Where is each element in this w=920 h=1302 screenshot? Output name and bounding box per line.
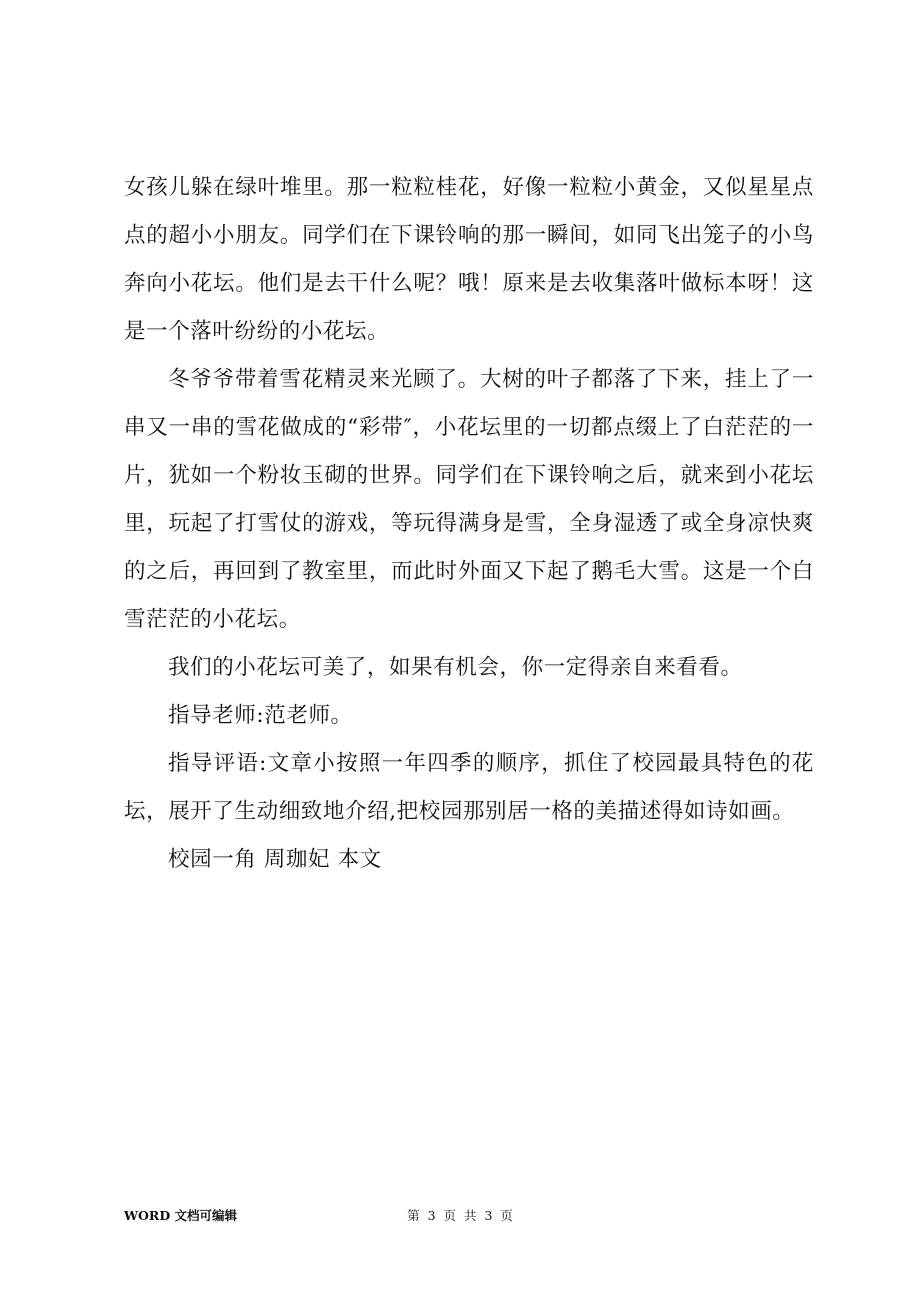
footer-page-number: 第 3 页 共 3 页 [407, 1208, 513, 1223]
footer-editable-label: WORD 文档可编辑 [124, 1208, 238, 1223]
paragraph-teacher: 指导老师:范老师。 [168, 703, 353, 728]
paragraph-winter: 冬爷爷带着雪花精灵来光顾了。大树的叶子都落了下来，挂上了一串又一串的雪花做成的“彩带″，小花坛里的一切都点缀上了白茫茫的一片，犹如一个粉妆玉砌的世界。同学们在下课铃响之后，就来到小花坛里，玩起了打雪仗的游戏，等玩得满身是雪，全身湿透了或全身凉快爽的之后，再回到了教室里，而此时外面又下起了鹅毛大雪。这是一个白雪茫茫的小花坛。 [124, 367, 814, 632]
paragraph-title-author: 校园一角 周珈妃 本文 [168, 847, 382, 872]
document-body [124, 164, 814, 884]
paragraph-comment: 指导评语:文章小按照一年四季的顺序，抓住了校园最具特色的花坛，展开了生动细致地介绍,把校园那别居一格的美描述得如诗如画。 [124, 751, 814, 824]
paragraph-autumn-continued: 女孩儿躲在绿叶堆里。那一粒粒桂花，好像一粒粒小黄金，又似星星点点的超小小朋友。同学们在下课铃响的那一瞬间，如同飞出笼子的小鸟奔向小花坛。他们是去干什么呢？哦！原来是去收集落叶做标本呀！这是一个落叶纷纷的小花坛。 [124, 175, 814, 344]
paragraph-conclusion: 我们的小花坛可美了，如果有机会，你一定得亲自来看看。 [168, 655, 743, 680]
